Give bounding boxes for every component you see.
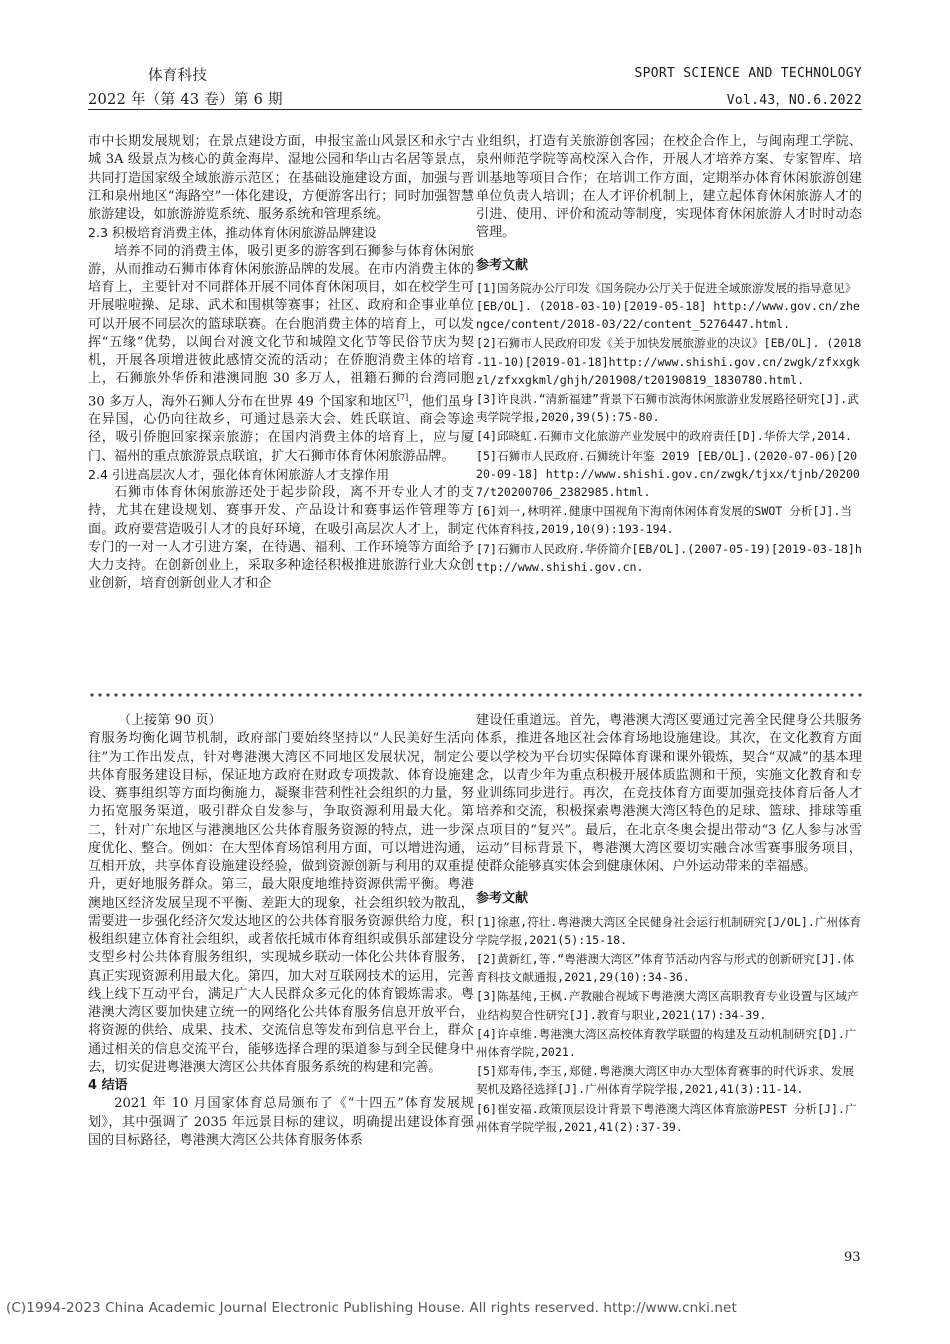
references-heading: 参考文献: [476, 257, 529, 273]
paragraph: 石狮市体育休闲旅游还处于起步阶段，离不开专业人才的支持，尤其在建设规划、赛事开发、产品设计和赛事运作管理等方面。政府要营造吸引人才的良好环境，在吸引高层次人才上，制定专门的一对一人才引进方案，在待遇、福利、工作环境等方面给予大力支持。在创新创业上，采取多种途径积极推进旅游行业大众创业创新，培育创新创业人才和企: [88, 485, 474, 592]
reference-item: [3]陈基纯,王枫.产教融合视域下粤港澳大湾区高职教育专业设置与区域产业结构契合性研究[J].教育与职业,2021(17):34-39.: [476, 989, 859, 1022]
copyright-footer: (C)1994-2023 China Academic Journal Electronic Publishing House. All rights reserved. http://www.cnki.net: [6, 1300, 737, 1316]
upper-right-column: [476, 133, 862, 576]
reference-item: [1]徐惠,符壮.粤港澳大湾区全民健身社会运行机制研究[J/OL].广州体育学院学报,2021(5):15-18.: [476, 914, 862, 947]
dotted-separator: [88, 692, 862, 698]
paragraph: [88, 243, 474, 466]
header-rule: [88, 109, 862, 110]
reference-item: [5]石狮市人民政府.石狮统计年鉴 2019 [EB/OL].(2020-07-06)[2020-09-18] http://www.shishi.gov.cn/zwgk/tjxx/tjnb/202007/t20200706_2382985.html.: [476, 448, 860, 499]
reference-item: [7]石狮市人民政府.华侨简介[EB/OL].(2007-05-19)[2019-03-18]http://www.shishi.gov.cn.: [476, 541, 862, 574]
reference-item: [2]黄新红,等.“粤港澳大湾区”体育节活动内容与形式的创新研究[J].体育科技文献通报,2021,29(10):34-36.: [476, 951, 855, 985]
journal-title-cn: 体育科技: [148, 68, 208, 84]
reference-item: [4]许卓维.粤港澳大湾区高校体育教学联盟的构建及互动机制研究[D].广州体育学院,2021.: [476, 1026, 857, 1059]
continuation-note: （上接第 90 页）: [118, 713, 222, 728]
paragraph: 市中长期发展规划；在景点建设方面，申报宝盖山风景区和永宁古城 3A 级景点为核心的黄金海岸、湿地公园和华山古名居等景点，共同打造国家级全域旅游示范区；在基础设施建设方面，加强与晋江和泉州地区“海路空”一体化建设，方便游客出行；同时加强智慧旅游建设，如旅游游览系统、服务系统和管理系统。: [88, 134, 474, 222]
lower-right-column: [476, 712, 862, 1136]
paragraph: 育服务均衡化调节机制，政府部门要始终坚持以“人民美好生活向往”为工作出发点，针对粤港澳大湾区不同地区发展状况，制定公共体育服务建设目标，保证地方政府在财政专项拨款、体育设施建设、赛事组织等方面均衡施力，凝聚非营利性社会组织的力量，努力拓宽服务渠道，吸引群众自发参与，争取资源利用最大化。第二，针对广东地区与港澳地区公共体育服务资源的特点，进一步深度优化、整合。例如：在大型体育场馆利用方面，可以增进沟通，互相开放，共享体育设施建设经验，做到资源创新与利用的双重提升，更好地服务群众。第三，最大限度地维持资源供需平衡。粤港澳地区经济发展呈现不平衡、差距大的现象，社会组织较为散乱，需要进一步强化经济欠发达地区的公共体育服务资源供给力度，积极组织建立体育社会组织，或者依托城市体育组织或俱乐部建设分支型乡村公共体育服务组织，实现城乡联动一体化公共体育服务，真正实现资源利用最大化。第四，加大对互联网技术的运用，完善线上线下互动平台，满足广大人民群众多元化的体育锻炼需求。粤港澳大湾区要加快建立统一的网络化公共体育服务信息开放平台，将资源的供给、成果、技术、交流信息等发布到信息平台上，群众通过相关的信息交流平台，能够选择合理的渠道参与到全民健身中去，切实促进粤港澳大湾区公共体育服务系统的构建和完善。: [88, 731, 474, 1075]
paragraph-text: ，他们虽身在异国，心仍向往故乡，可通过恳亲大会、姓氏联谊、商会等途径，吸引侨胞回家探亲旅游；在国内消费主体的培育上，应与厦门、福州的重点旅游景点联谊，扩大石狮市体育休闲旅游品牌。: [88, 393, 475, 464]
upper-left-column: [88, 133, 474, 594]
paragraph: 建设任重道远。首先，粤港澳大湾区要通过完善全民健身公共服务体系，推进各地区社会体育场地设施建设。其次，在文化教育方面要以学校为平台切实保障体育课和课外锻炼，契合“双减”的基本理念，以青少年为重点积极开展体质监测和干预，实施文化教育和专业训练同步进行。再次，在竞技体育方面要加强竞技体育后备人才培养和交流，积极探索粤港澳大湾区特色的足球、篮球、排球等重点项目的“复兴”。最后，在北京冬奥会提出带动“3 亿人参与冰雪运动”目标背景下，粤港澳大湾区要切实融合冰雪赛事服务项目，使群众能够真实体会到健康休闲、户外运动带来的幸福感。: [476, 713, 862, 874]
section-heading-4: 4 结语: [88, 1078, 128, 1093]
journal-title-en: SPORT SCIENCE AND TECHNOLOGY: [634, 66, 862, 81]
reference-item: [4]邱晓虹.石狮市文化旅游产业发展中的政府责任[D].华侨大学,2014.: [476, 429, 852, 444]
paragraph: 业组织，打造有关旅游创客园；在校企合作上，与闽南理工学院、泉州师范学院等高校深入合作，开展人才培养方案、专家智库、培训基地等项目合作；在培训工作方面，定期举办体育休闲旅游创建单位负责人培训；在人才评价机制上，建立起体育休闲旅游人才的引进、使用、评价和流动等制度，实现体育休闲旅游人才时时动态管理。: [476, 134, 862, 241]
reference-item: [6]刘一,林明祥.健康中国视角下海南休闲体育发展的SWOT 分析[J].当代体育科技,2019,10(9):193-194.: [476, 504, 852, 537]
section-heading-2-3: 2.3 积极培育消费主体，推动体育休闲旅游品牌建设: [88, 225, 377, 241]
citation-mark: [7]: [396, 392, 409, 402]
reference-item: [5]郑寿伟,李玉,郑健.粤港澳大湾区申办大型体育赛事的时代诉求、发展契机及路径选择[J].广州体育学院学报,2021,41(3):11-14.: [476, 1064, 855, 1097]
section-heading-2-4: 2.4 引进高层次人才，强化体育休闲旅游人才支撑作用: [88, 466, 390, 482]
page-number: 93: [844, 1250, 861, 1265]
reference-item: [2]石狮市人民政府印发《关于加快发展旅游业的决议》[EB/OL]. (2018-11-10)[2019-01-18]http://www.shishi.gov.cn/zwgk/zfxxgkzl/zfxxgkml/ghjh/201908/t20190819_1830780.html.: [476, 336, 862, 387]
lower-left-column: [88, 712, 474, 1150]
reference-item: [6]崔安福.政策顶层设计背景下粤港澳大湾区体育旅游PEST 分析[J].广州体育学院学报,2021,41(2):37-39.: [476, 1101, 857, 1134]
issue-info-en: Vol.43，NO.6.2022: [726, 93, 862, 108]
reference-item: [1]国务院办公厅印发《国务院办公厅关于促进全域旅游发展的指导意见》[EB/OL]. (2018-03-10)[2019-05-18] http://www.gov.cn/zhengce/content/2018-03/22/content_5276447.html.: [476, 280, 860, 332]
references-heading: 参考文献: [476, 891, 529, 907]
issue-info-cn: 2022 年（第 43 卷）第 6 期: [88, 92, 283, 108]
paragraph-text: 培养不同的消费主体，吸引更多的游客到石狮参与体育休闲旅游，从而推动石狮市体育休闲旅游品牌的发展。在市内消费主体的培育上，主要针对不同群体开展不同体育休闲项目，如在校学生可开展啦啦操、足球、武术和围棋等赛事；社区、政府和企事业单位可以开展不同层次的篮球联赛。在台胞消费主体的培育上，可以发挥“五缘”优势，以闽台对渡文化节和城隍文化节等民俗节庆为契机，开展各项增进彼此感情交流的活动；在侨胞消费主体的培育上，石狮旅外华侨和港澳同胞 30 多万人，祖籍石狮的台湾同胞 30 多万人，海外石狮人分布在世界 49 个国家和地区: [88, 243, 474, 409]
reference-item: [3]许良洪.“清新福建”背景下石狮市滨海休闲旅游业发展路径研究[J].武夷学院学报,2020,39(5):75-80.: [476, 391, 859, 425]
paragraph: 2021 年 10 月国家体育总局颁布了《“十四五”体育发展规划》，其中强调了 2035 年远景目标的建议，明确提出建设体育强国的目标路径，粤港澳大湾区公共体育服务体系: [88, 1096, 474, 1148]
